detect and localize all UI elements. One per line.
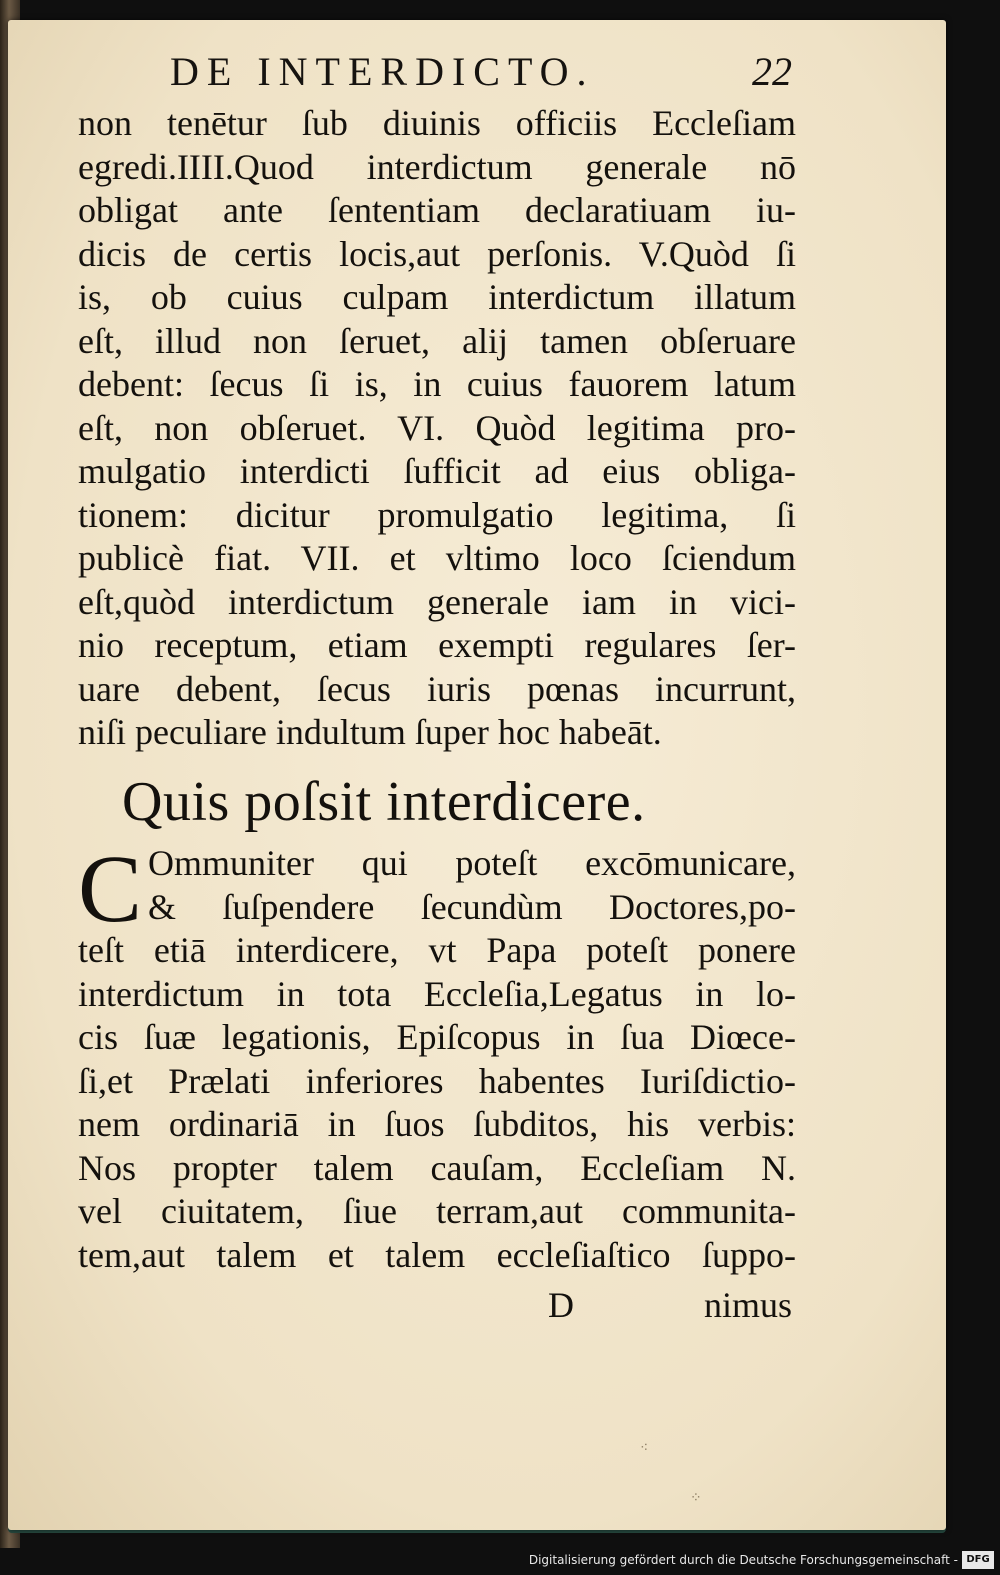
text-line: cis ſuæ legationis, Epiſcopus in ſua Diœce- <box>78 1017 796 1057</box>
ink-speck: ⁖ <box>640 1440 649 1456</box>
text-line: Nos propter talem cauſam, Eccleſiam N. <box>78 1147 796 1188</box>
catchword: nimus <box>703 1285 792 1325</box>
digitization-footer <box>0 1548 1000 1575</box>
drop-cap: C <box>78 835 143 942</box>
footer-credit: Digitalisierung gefördert durch die Deutsche Forschungsgemeinschaft - <box>528 1553 958 1567</box>
text-line: nem ordinariā in ſuos ſubditos, his verbis: <box>78 1104 796 1144</box>
text-line: eſt,quòd interdictum generale iam in vici- <box>78 581 796 622</box>
text-line: eſt, non obſeruet. VI. Quòd legitima pro- <box>78 407 796 448</box>
page-bottom-marks <box>78 1284 796 1330</box>
text-line: is, ob cuius culpam interdictum illatum <box>78 277 796 317</box>
text-line: publicè fiat. VII. et vltimo loco ſciendum <box>78 538 796 578</box>
text-line: interdictum in tota Eccleſia,Legatus in lo- <box>78 973 796 1014</box>
text-line: eſt, illud non ſeruet, alij tamen obſeruare <box>78 320 796 361</box>
running-head-title: DE INTERDICTO. <box>170 49 595 94</box>
text-line: tionem: dicitur promulgatio legitima, ſi <box>78 494 796 535</box>
text-line: & ſuſpendere ſecundùm Doctores,po- <box>148 886 796 927</box>
text-line: debent: ſecus ſi is, in cuius fauorem latum <box>78 364 796 404</box>
dfg-logo: DFG <box>962 1551 994 1569</box>
text-line: obligat ante ſententiam declaratiuam iu- <box>78 190 796 230</box>
text-line: niſi peculiare indultum ſuper hoc habeāt. <box>78 712 662 752</box>
running-head <box>80 48 800 100</box>
text-line: tem,aut talem et talem eccleſiaſtico ſuppo- <box>78 1234 796 1275</box>
text-line: ſi,et Prælati inferiores habentes Iuriſdictio- <box>78 1060 796 1101</box>
text-line: dicis de certis locis,aut perſonis. V.Quòd ſi <box>78 233 796 274</box>
text-line: mulgatio interdicti ſufficit ad eius obliga- <box>78 451 796 491</box>
text-line: non tenētur ſub diuinis officiis Eccleſiam <box>78 103 796 143</box>
text-line: vel ciuitatem, ſiue terram,aut communita- <box>78 1191 796 1231</box>
paragraph-2 <box>78 835 796 1277</box>
text-line: egredi.IIII.Quod interdictum generale nō <box>78 146 796 187</box>
text-line: nio receptum, etiam exempti regulares ſer- <box>78 625 796 665</box>
signature-mark: D <box>548 1285 574 1325</box>
text-line: teſt etiā interdicere, vt Papa poteſt ponere <box>78 930 796 970</box>
section-heading: Quis poſsit interdicere. <box>122 771 646 833</box>
text-line: Ommuniter qui poteſt excōmunicare, <box>148 843 796 883</box>
ink-speck: ⁘ <box>690 1490 702 1506</box>
text-line: uare debent, ſecus iuris pœnas incurrunt, <box>78 668 796 709</box>
page-number: 22 <box>752 49 792 94</box>
paragraph-1 <box>78 102 796 755</box>
